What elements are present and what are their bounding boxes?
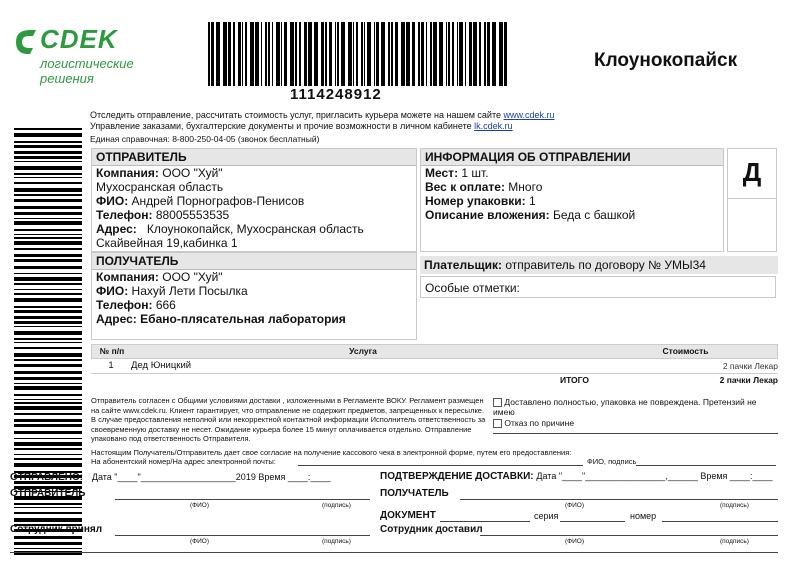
side-barcode-bar [14,402,82,404]
side-barcode-bar [14,419,82,422]
info-line-3: Единая справочная: 8-800-250-04-05 (звонок бесплатный) [90,134,320,144]
side-barcode-bar [14,177,82,178]
side-barcode-bar [14,298,82,302]
side-barcode-bar [14,188,82,192]
barcode-bar [406,22,410,86]
side-barcode-bar [14,463,82,467]
receiver-fio-hint: (ФИО) [565,502,584,509]
side-barcode-bar [14,458,82,460]
sender-company: Компания: ООО "Хуй" [96,166,223,180]
barcode-bar [433,22,437,86]
side-barcode-bar [14,507,82,508]
sender-header: ОТПРАВИТЕЛЬ [92,149,416,166]
side-barcode-bar [14,406,82,410]
bottom-receiver-label: ПОЛУЧАТЕЛЬ [380,488,449,499]
side-barcode-bar [14,386,82,390]
side-barcode-bar [14,254,82,257]
consent-line-1: Настоящим Получатель/Отправитель дает свое согласие на получение кассового чека в электронной форме, путем его предоставления: [91,448,572,457]
barcode-bar [473,22,477,86]
barcode-bar [418,22,420,86]
services-header: № п/п Услуга Стоимость [91,344,778,359]
barcode-bar [321,22,324,86]
barcode-bar [265,22,267,86]
side-barcode-bar [14,326,82,327]
info-line-1: Отследить отправление, рассчитать стоимость услуг, пригласить курьера можете на нашем сайте www.cdek.ru [90,110,555,120]
barcode-bar [391,22,393,86]
side-barcode-bar [14,161,82,162]
side-barcode-bar [14,359,82,361]
barcode-bar [208,22,210,86]
tracking-barcode [208,22,508,86]
sender-address: Адрес: Клоунокопайск, Мухосранская область [96,222,364,236]
barcode-bar [295,22,297,86]
courier-fio-hint: (ФИО) [565,538,584,545]
sender-region: Мухосранская область [96,180,224,194]
side-barcode-bar [14,283,82,285]
barcode-bar [337,22,339,86]
consent-line-2: На абонентский номер/На адрес электронной почты: ФИО, подпись [91,457,781,466]
barcode-bar [228,22,231,86]
barcode-bar [216,22,220,86]
sender-sign-hint: (подпись) [322,502,351,509]
side-barcode-bar [14,212,82,215]
courier-sign-hint: (подпись) [720,538,749,545]
barcode-bar [469,22,472,86]
barcode-bar [364,22,365,86]
side-barcode-bar [14,166,82,170]
sender-address-2: Скайвейная 19,кабинка 1 [96,236,238,250]
sender-section [91,148,417,252]
barcode-bar [276,22,280,86]
side-barcode-bar [14,199,82,202]
special-marks: Особые отметки: [420,276,776,298]
barcode-bar [250,22,254,86]
barcode-bar [348,22,352,86]
barcode-bar [401,22,405,86]
side-barcode-bar [14,536,82,539]
side-barcode-bar [14,454,82,455]
service-letter: Д [742,157,762,187]
barcode-bar [353,22,354,86]
service-letter-box [727,148,777,252]
employee-sign-hint: (подпись) [322,538,351,545]
barcode-bar [281,22,282,86]
payer-row: Плательщик: отправитель по договору № УМЫ34 [420,256,778,274]
total-row: ИТОГО 2 пачки Лекар [559,375,778,385]
side-barcode-bar [14,338,82,340]
barcode-bar [304,22,307,86]
side-barcode-bar [14,383,82,384]
receiver-fio: ФИО: Нахуй Лети Посылка [96,284,248,298]
barcode-bar [381,22,385,86]
side-barcode-bar [14,218,82,219]
barcode-bar [242,22,243,86]
receiver-phone: Телефон: 666 [96,298,176,312]
side-barcode-bar [14,448,82,450]
barcode-bar [388,22,390,86]
side-barcode-bar [14,399,82,400]
barcode-bar [465,22,466,86]
barcode-bar [261,22,262,86]
side-barcode-bar [14,241,82,245]
barcode-bar [374,22,375,86]
barcode-bar [492,22,496,86]
side-barcode-bar [14,331,82,335]
barcode-bar [255,22,259,86]
shipment-weight: Вес к оплате: Много [425,180,543,194]
tracking-number: 1114248912 [290,86,382,103]
barcode-bar [341,22,345,86]
side-barcode-bar [14,234,82,235]
barcode-bar [325,22,327,86]
side-barcode-bar [14,342,82,343]
barcode-bar [376,22,379,86]
barcode-bar [233,22,235,86]
side-barcode-bar [14,194,82,196]
barcode-bar [238,22,241,86]
side-barcode-bar [14,145,82,148]
check-delivered: Доставлено полностью, упаковка не повреждена. Претензий не имею [493,397,757,417]
series-label: серия [534,511,559,521]
side-barcode-bar [14,237,82,239]
shipment-header: ИНФОРМАЦИЯ ОБ ОТПРАВЛЕНИИ [421,149,723,166]
barcode-bar [245,22,247,86]
side-barcode-bar [14,347,82,349]
sender-fio-hint: (ФИО) [190,502,209,509]
side-barcode-bar [14,229,82,231]
side-barcode-bar [14,364,82,367]
barcode-bar [335,22,336,86]
barcode-bar [211,22,214,86]
services-table [91,344,778,387]
barcode-bar [367,22,371,86]
side-barcode-bar [14,221,82,225]
sender-fio: ФИО: Андрей Порнографов-Пенисов [96,194,305,208]
refused-checkbox[interactable] [493,419,502,428]
side-barcode-bar [14,156,82,159]
side-barcode-bar [14,151,82,154]
barcode-bar [499,22,503,86]
barcode-bar [356,22,358,86]
receiver-company: Компания: ООО "Хуй" [96,270,223,284]
barcode-bar [504,22,507,86]
barcode-bar [426,22,427,86]
side-barcode-bar [14,173,82,175]
side-barcode-bar [14,128,82,130]
side-barcode-bar [14,438,82,439]
side-barcode-bar [14,377,82,380]
side-barcode-bar [14,548,82,549]
table-row: 1 Дед Юницкий 2 пачки Лекар [91,359,778,374]
side-barcode-bar [14,424,82,427]
barcode-bar [457,22,458,86]
employee-accepted-label: Сотрудник принял [10,524,103,535]
info-line-2: Управление заказами, бухгалтерские документы и прочие возможности в личном кабинете lk.cdek.ru [90,121,513,131]
barcode-bar [290,22,294,86]
barcode-bar [430,22,432,86]
side-barcode-bar [14,289,82,290]
barcode-bar [314,22,318,86]
barcode-bar [361,22,363,86]
receiver-section [91,252,417,340]
shipment-places: Мест: 1 шт. [425,166,489,180]
sent-row: ОТПРАВЛЕНО: Дата "____"___________________2019 Время ____:____ [10,472,331,483]
shipment-contents: Описание вложения: Беда с башкой [425,208,636,222]
shipment-section [420,148,724,252]
barcode-bar [448,22,450,86]
side-barcode-bar [14,512,82,514]
site-link[interactable]: www.cdek.ru [503,110,555,120]
side-barcode-bar [14,248,82,250]
document-label: ДОКУМЕНТ [380,510,436,521]
receiver-sign-hint: (подпись) [720,502,749,509]
barcode-bar [299,22,301,86]
side-barcode-bar [14,273,82,274]
side-barcode-bar [14,321,82,324]
barcode-bar [329,22,332,86]
side-barcode-bar [14,133,82,137]
cdek-logo [12,24,152,94]
logo-text: CDEK [40,24,118,54]
logo-subtitle-2: решения [40,71,94,86]
barcode-bar [487,22,490,86]
side-barcode-bar [14,442,82,446]
side-barcode-bar [14,182,82,184]
employee-delivered-label: Сотрудник доставил [380,524,483,535]
destination-city: Клоунокопайск [594,50,738,71]
side-barcode-bar [14,353,82,357]
logo-subtitle-1: логистические [40,56,134,71]
barcode-bar [452,22,454,86]
side-barcode-bar [14,316,82,319]
side-barcode-bar [14,394,82,396]
side-barcode-bar [14,306,82,308]
side-barcode-bar [14,259,82,262]
sender-phone: Телефон: 88005553535 [96,208,230,222]
side-barcode-bar [14,503,82,505]
side-barcode-bar [14,371,82,374]
barcode-bar [284,22,287,86]
receiver-address: Адрес: Ебано-плясательная лаборатория [96,312,346,326]
side-barcode-bar [14,413,82,415]
barcode-bar [308,22,312,86]
receiver-header: ПОЛУЧАТЕЛЬ [92,253,416,270]
barcode-bar [412,22,415,86]
side-barcode-bar [14,518,82,522]
side-barcode-bar [14,310,82,313]
barcode-bar [479,22,481,86]
check-refused: Отказ по причине [493,418,778,428]
barcode-bar [421,22,424,86]
terms-text: Отправитель согласен с Общими условиями доставки , изложенными в Регламенте ВОКУ. Регламент размещен на сайте www.cdek.ru. Клиент гарантирует, что отправление не содержит предметов, запрещенных к пересылке. В случае предоставления неполной или некорректной контактной информации Исполнитель ответственность за своевременную доставку не несет. Ожидание курьера более 15 минут оплачивается отдельно. Отправление упаковано под ответственность Отправителя. [91,396,486,443]
number-label: номер [630,511,657,521]
confirm-row: ПОДТВЕРЖДЕНИЕ ДОСТАВКИ: Дата "____"________________,______ Время ____:____ [380,471,773,482]
barcode-bar [395,22,398,86]
bottom-sender-label: ОТПРАВИТЕЛЬ [10,488,86,499]
side-barcode-bar [14,266,82,269]
barcode-bar [484,22,486,86]
side-barcode-bar [14,431,82,434]
side-barcode-bar [14,277,82,281]
barcode-bar [272,22,273,86]
barcode-bar [268,22,270,86]
barcode-bar [223,22,227,86]
cabinet-link[interactable]: lk.cdek.ru [474,121,513,131]
employee-fio-hint: (ФИО) [190,538,209,545]
barcode-bar [459,22,463,86]
barcode-bar [439,22,443,86]
side-barcode-bar [14,293,82,295]
side-barcode-bar [14,141,82,143]
shipment-package: Номер упаковки: 1 [425,194,536,208]
side-barcode-bar [14,206,82,209]
barcode-bar [446,22,447,86]
side-barcode-bar [14,542,82,545]
